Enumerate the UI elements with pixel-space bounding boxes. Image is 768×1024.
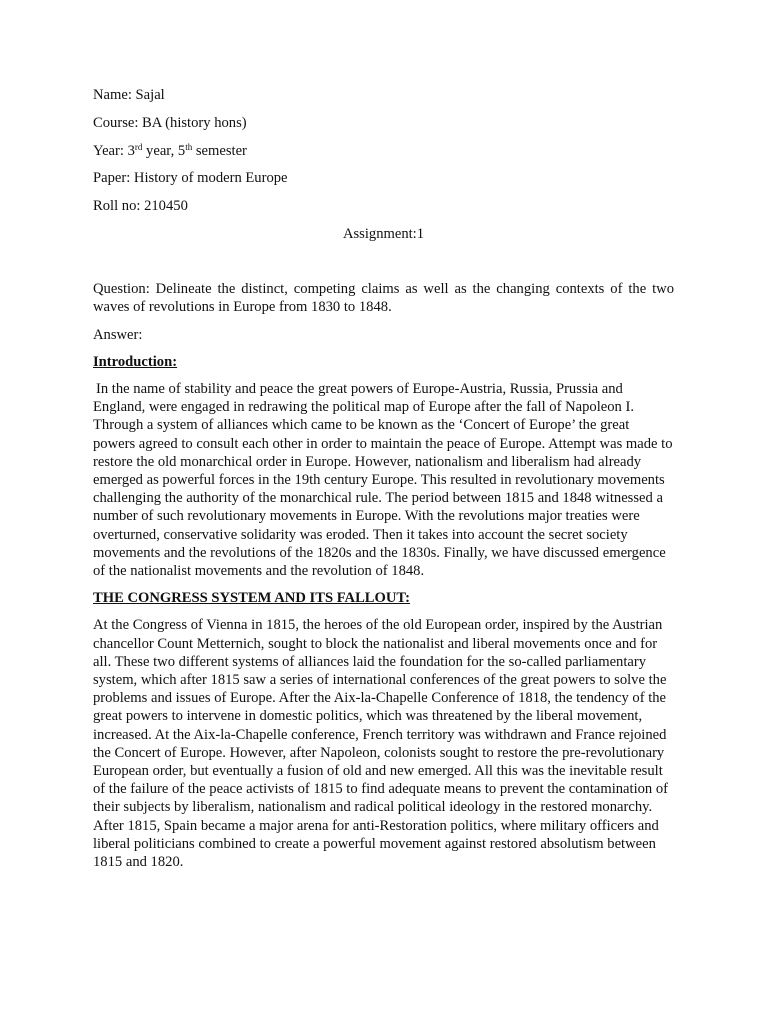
year-ordinal-sup: rd xyxy=(134,141,143,152)
assignment-title: Assignment:1 xyxy=(342,225,425,242)
document-page xyxy=(93,86,674,880)
introduction-heading: Introduction: xyxy=(93,353,178,370)
semester-ordinal-sup: th xyxy=(185,141,193,152)
course-line: Course: BA (history hons) xyxy=(93,114,247,131)
year-suffix: semester xyxy=(192,142,247,159)
year-prefix: Year: 3 xyxy=(93,142,135,159)
congress-section-paragraph: At the Congress of Vienna in 1815, the heroes of the old European order, inspired by the Austrian chancellor Count Metternich, sought to block the nationalist and liberal movements once and for all. These two different systems of alliances laid the foundation for the so-called parliamentary system, which after 1815 saw a series of international conferences of the great powers to solve the problems and issues of Europe. After the Aix-la-Chapelle Conference of 1818, the tendency of the great powers to intervene in domestic politics, which was threatened by the liberal movement, increased. At the Aix-la-Chapelle conference, French territory was withdrawn and France rejoined the Concert of Europe. However, after Napoleon, colonists sought to restore the pre-revolutionary European order, but eventually a fusion of old and new emerged. All this was the inevitable result of the failure of the peace activists of 1815 to find adequate means to prevent the contamination of their subjects by liberalism, nationalism and radical political ideology in the restored monarchy. After 1815, Spain became a major arena for anti-Restoration politics, where military officers and liberal politicians combined to create a powerful movement against restored absolutism between 1815 and 1820. xyxy=(93,617,669,871)
paper-line: Paper: History of modern Europe xyxy=(93,170,288,187)
question-text: Question: Delineate the distinct, competing claims as well as the changing contexts of the two waves of revolutions in Europe from 1830 to 1848. xyxy=(93,281,674,316)
roll-number: Roll no: 210450 xyxy=(93,198,188,215)
introduction-paragraph: In the name of stability and peace the great powers of Europe-Austria, Russia, Prussia and England, were engaged in redrawing the political map of Europe after the fall of Napoleon I. Through a system of alliances which came to be known as the ‘Concert of Europe’ the great powers agreed to consult each other in order to maintain the peace of Europe. Attempt was made to restore the old monarchical order in Europe. However, nationalism and liberalism had already emerged as powerful forces in the 19th century Europe. This resulted in revolutionary movements challenging the authority of the monarchical rule. The period between 1815 and 1848 witnessed a number of such revolutionary movements in Europe. With the revolutions major treaties were overturned, conservative solidarity was eroded. Then it takes into account the secret society movements and the revolutions of the 1820s and the 1830s. Finally, we have discussed emergence of the nationalist movements and the revolution of 1848. xyxy=(93,381,673,580)
student-name: Name: Sajal xyxy=(93,87,165,103)
year-line xyxy=(93,142,674,160)
answer-label: Answer: xyxy=(93,326,143,343)
congress-section-heading: THE CONGRESS SYSTEM AND ITS FALLOUT: xyxy=(93,590,410,607)
year-mid: year, 5 xyxy=(142,142,186,159)
